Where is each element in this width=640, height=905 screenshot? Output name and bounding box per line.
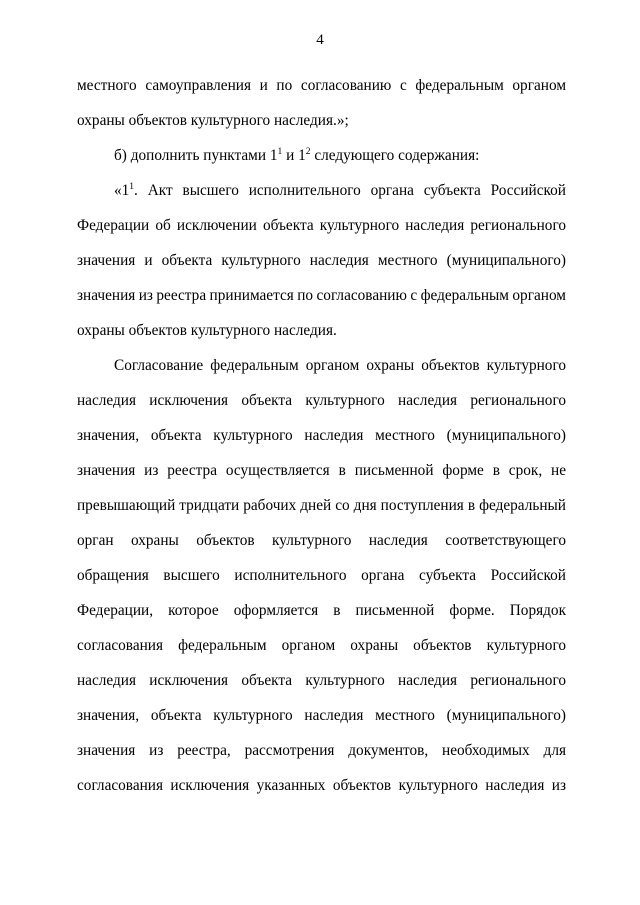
text-line: Федерации, которое оформляется в письменной форме. Порядок bbox=[77, 602, 566, 619]
text-line: охраны объектов культурного наследия.»; bbox=[77, 112, 349, 129]
text-line: согласования исключения указанных объектов культурного наследия из bbox=[77, 777, 566, 794]
text-line: охраны объектов культурного наследия. bbox=[77, 322, 337, 339]
text-line: значения из реестра принимается по согласованию с федеральным органом bbox=[77, 287, 566, 304]
amendment-intro-text: б) дополнить пунктами 1 bbox=[114, 147, 278, 164]
text-line: местного самоуправления и по согласованию с федеральным органом bbox=[77, 77, 566, 94]
text-line: превышающий тридцати рабочих дней со дня поступления в федеральный bbox=[77, 497, 566, 514]
page-number: 4 bbox=[316, 32, 324, 48]
superscript: 1 bbox=[129, 182, 135, 192]
text-line: обращения высшего исполнительного органа субъекта Российской bbox=[77, 567, 566, 584]
text-line: согласования федеральным органом охраны объектов культурного bbox=[77, 637, 566, 654]
text-line: наследия исключения объекта культурного наследия регионального bbox=[77, 392, 566, 409]
superscript: 1 bbox=[277, 147, 283, 157]
text-line: значения из реестра осуществляется в письменной форме в срок, не bbox=[77, 462, 566, 479]
text-line: значения, объекта культурного наследия местного (муниципального) bbox=[77, 427, 566, 444]
clause-heading-line bbox=[77, 179, 566, 214]
text-line: орган охраны объектов культурного наследия соответствующего bbox=[77, 532, 566, 549]
document-body bbox=[77, 74, 566, 809]
text-line: значения, объекта культурного наследия местного (муниципального) bbox=[77, 707, 566, 724]
text-line: значения и объекта культурного наследия местного (муниципального) bbox=[77, 252, 566, 269]
text-line: Федерации об исключении объекта культурного наследия регионального bbox=[77, 217, 566, 234]
clause-text: . Акт высшего исполнительного органа субъекта Российской bbox=[134, 182, 566, 199]
superscript: 2 bbox=[305, 147, 311, 157]
text-line: наследия исключения объекта культурного наследия регионального bbox=[77, 672, 566, 689]
amendment-intro-line bbox=[77, 144, 566, 179]
text-line: Согласование федеральным органом охраны объектов культурного bbox=[114, 357, 566, 374]
amendment-intro-text: следующего содержания: bbox=[310, 147, 480, 164]
text-line: значения из реестра, рассмотрения документов, необходимых для bbox=[77, 742, 566, 759]
amendment-intro-text: и 1 bbox=[282, 147, 306, 164]
clause-number: «1 bbox=[114, 182, 130, 199]
